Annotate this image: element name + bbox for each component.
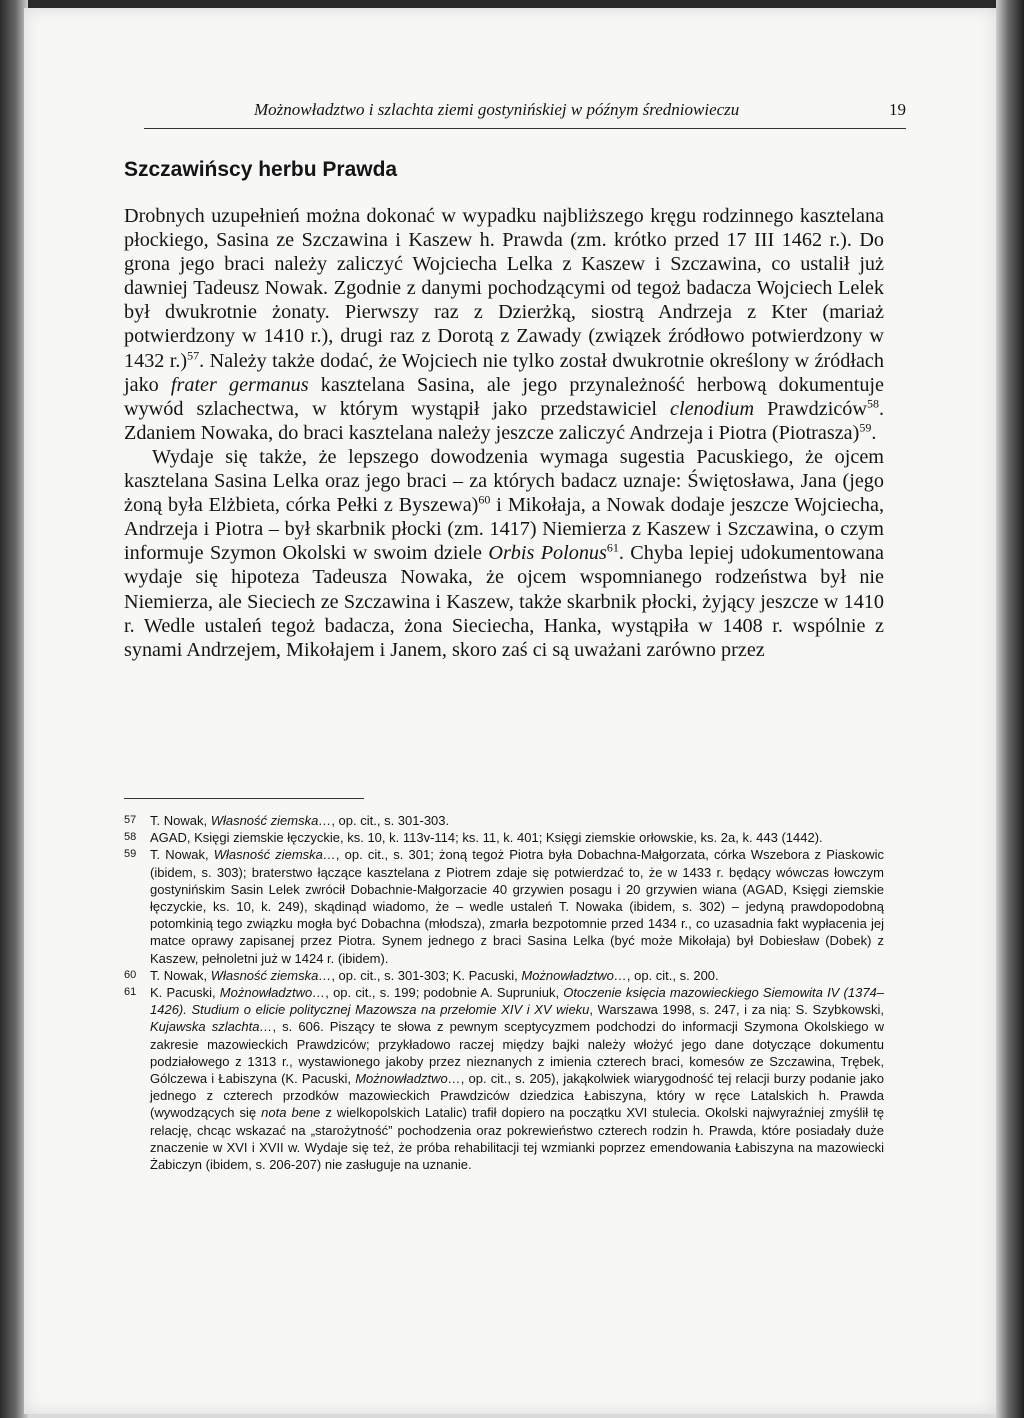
- running-header-title: Możnowładztwo i szlachta ziemi gostynińskiej w późnym średniowieczu: [254, 100, 740, 119]
- footnote-57: [124, 812, 884, 829]
- paragraph-1-text-g: . Zdaniem Nowaka, do braci kasztelana należy jeszcze zaliczyć Andrzeja i Piotra (Piotrasza): [124, 397, 884, 444]
- paragraph-1: [124, 204, 884, 445]
- footnote-61-latin-term: nota bene: [261, 1105, 321, 1121]
- running-header: [144, 94, 906, 129]
- footnote-number: 61: [124, 986, 137, 999]
- footnote-61-title-1: Możnowładztwo…: [219, 985, 326, 1001]
- footnote-59: [124, 846, 884, 966]
- footnote-60-text-e: , op. cit., s. 200.: [626, 967, 719, 983]
- scan-right-edge: [996, 0, 1024, 1418]
- page-number: 19: [889, 100, 906, 119]
- footnote-divider: [124, 798, 364, 799]
- footnote-61-text-i: , op. cit., s. 205), jakąkolwiek wiarygodność tej relacji burzy podanie jako jednego z czterech przodków mazowieckich Prawdziców dziedzica Łabiszyna, który w ręce Latalskich h. Prawda (wywodzących się: [150, 1071, 884, 1121]
- footnote-number: 58: [124, 831, 137, 844]
- footnote-57-title: Własność ziemska…: [210, 813, 332, 828]
- footnote-61-text-a: K. Pacuski,: [150, 985, 220, 1001]
- footnote-61-title-2: Otoczenie księcia mazowieckiego Siemowita IV (1374–1426). Studium o elicie politycznej Mazowsza na przełomie XIV i XV wieku: [150, 985, 885, 1018]
- paragraph-1-text-a: Drobnych uzupełnień można dokonać w wypadku najbliższego kręgu rodzinnego kasztelana płockiego, Sasina ze Szczawina i Kaszew h. Prawda (zm. krótko przed 17 III 1462 r.). Do grona jego braci należy zaliczyć Wojciecha Lelka z Kaszew i Szczawina, co ustalił już dawniej Tadeusz Nowak. Zgodnie z danymi pochodzącymi od tegoż badacza Wojciech Lelek był dwukrotnie żonaty. Pierwszy raz z Dzierżką, siostrą Andrzeja z Kter (mariaż potwierdzony w 1410 r.), drugi raz z Dorotą z Zawady (związek źródłowo potwierdzony w 1432 r.): [124, 205, 884, 372]
- paragraph-2-text-d: . Chyba lepiej udokumentowana wydaje się hipoteza Tadeusza Nowaka, że ojcem wspomnianego rodzeństwa był nie Niemierza, ale Sieciech ze Szczawina i Kaszew, także skarbnik płocki, żyjący jeszcze w 1410 r. Wedle ustaleń tegoż badacza, żona Sieciecha, Hanka, wystąpiła w 1408 r. wspólnie z synami Andrzejem, Mikołajem i Janem, skoro zaś ci są uważani zarówno przez: [124, 542, 885, 661]
- footnote-58: [124, 829, 884, 846]
- footnote-57-text-a: T. Nowak,: [150, 813, 211, 828]
- paragraph-2: [124, 445, 884, 662]
- footnote-60-text-c: , op. cit., s. 301-303; K. Pacuski,: [331, 967, 522, 983]
- footnote-ref-61[interactable]: 61: [606, 540, 619, 555]
- footnote-61-text-e: , Warszawa 1998, s. 247, i za nią: S. Szybkowski,: [589, 1002, 884, 1018]
- footnote-text: [150, 984, 884, 1173]
- footnote-61-text-g: , s. 606. Piszący te słowa z pewnym sceptycyzmem podchodzi do informacji Szymona Okolskiego w zakresie mazowieckich Prawdziców; przykładowo raczej między bajki należy włożyć jego dane dotyczące dokumentu podziałowego z 1313 r., wystawionego jakoby przez nieznanych z imienia czterech braci, komesów ze Szczawina, Trębek, Gólczewa i Łabiszyna (K. Pacuski,: [150, 1019, 884, 1087]
- footnote-57-text-c: , op. cit., s. 301-303.: [331, 813, 450, 828]
- footnote-text: [150, 812, 884, 829]
- body-text: [124, 204, 884, 662]
- paragraph-1-text-b: . Należy także dodać, że Wojciech nie tylko został dwukrotnie określony w źródłach jako: [124, 349, 884, 396]
- scan-top-edge: [0, 0, 1024, 8]
- footnote-number: 57: [124, 814, 137, 826]
- footnote-text: AGAD, Księgi ziemskie łęczyckie, ks. 10, k. 113v-114; ks. 11, k. 401; Księgi ziemskie orłowskie, ks. 2a, k. 443 (1442).: [150, 830, 823, 846]
- footnote-61: [124, 984, 884, 1173]
- footnote-61-text-k: z wielkopolskich Latalic) trafił dopiero na początku XVI stulecia. Okolski najwyraźniej zmyślił tę relację, chcąc wskazać na „starożytność” pochodzenia oraz pokrewieństwo czterech rodzin h. Prawda, które posiadały duże znaczenie w XVI i XVII w. Wydaje się też, że próba rehabilitacji tej wzmianki poprzez emendowania Łabiszyna na mazowiecki Żabiczyn (ibidem, s. 206-207) nie zasługuje na uznanie.: [150, 1105, 884, 1173]
- latin-term-clenodium: clenodium: [670, 397, 755, 420]
- footnote-59-text-c: , op. cit., s. 301; żoną tegoż Piotra była Dobachna-Małgorzata, córka Wszebora z Piaskowic (ibidem, s. 303); braterstwo łączące kasztelana z Piotrem zdaje się potwierdzać to, że w 1433 r. będący wówczas łowczym gostynińskim Sasin Lelek zwrócił Dobachnie-Małgorzacie 40 grzywien posagu i 20 grzywien wiana (AGAD, Księgi ziemskie łęczyckie, ks. 10, k. 249), skądinąd wiadomo, że – wedle ustaleń T. Nowaka (ibidem, s. 302) – jedyną prawdopodobną potomkinią tego związku mogła być Dobachna (młodsza), zmarła bezpotomnie przed 1434 r., co uzasadnia fakt wypłacenia jej matce oprawy zapisanej przez Piotra. Synem jednego z braci Sasina Lelka (być może Mikołaja) był Dobiesław (Dobek) z Kaszew, pełnoletni już w 1424 r. (ibidem).: [150, 847, 884, 966]
- footnote-60: [124, 967, 884, 984]
- footnote-61-text-c: , op. cit., s. 199; podobnie A. Supruniuk,: [325, 985, 564, 1001]
- paragraph-1-text-d: kasztelana Sasina, ale jego przynależność herbową dokumentuje wywód szlachectwa, w którym wystąpił jako przedstawiciel: [124, 373, 884, 420]
- footnote-60-title-2: Możnowładztwo…: [521, 967, 627, 983]
- footnote-ref-57[interactable]: 57: [187, 347, 200, 362]
- paragraph-1-text-f: Prawdziców: [754, 397, 867, 420]
- paragraph-1-text-h: .: [871, 421, 877, 444]
- footnote-61-title-3: Kujawska szlachta…: [150, 1019, 273, 1035]
- footnote-ref-59[interactable]: 59: [859, 420, 872, 435]
- footnote-61-title-4: Możnowładztwo…: [355, 1071, 461, 1087]
- book-title-orbis-polonus: Orbis Polonus: [488, 542, 607, 565]
- latin-term-frater-germanus: frater germanus: [170, 373, 309, 396]
- footnotes: [124, 812, 884, 1173]
- footnote-text: [150, 967, 884, 984]
- footnote-59-title: Własność ziemska…: [213, 847, 336, 863]
- section-heading: Szczawińscy herbu Prawda: [124, 158, 398, 181]
- paragraph-2-text-b: i Mikołaja, a Nowak dodaje jeszcze Wojciecha, Andrzeja i Piotra – był skarbnik płocki (zm. 1417) Niemierza z Kaszew i Szczawina, o czym informuje Szymon Okolski w swoim dziele: [124, 494, 884, 565]
- footnote-number: 59: [124, 848, 137, 861]
- footnote-60-text-a: T. Nowak,: [150, 967, 211, 983]
- footnote-number: 60: [124, 968, 137, 981]
- footnote-60-title-1: Własność ziemska…: [210, 967, 332, 983]
- footnote-ref-58[interactable]: 58: [866, 396, 879, 411]
- footnote-text: [150, 846, 884, 966]
- footnote-ref-60[interactable]: 60: [478, 492, 491, 507]
- footnote-59-text-a: T. Nowak,: [150, 847, 214, 863]
- paragraph-2-text-a: Wydaje się także, że lepszego dowodzenia wymaga sugestia Pacuskiego, że ojcem kasztelana Sasina Lelka oraz jego braci – za których badacz uznaje: Świętosława, Jana (jego żoną była Elżbieta, córka Pełki z Byszewa): [124, 445, 884, 517]
